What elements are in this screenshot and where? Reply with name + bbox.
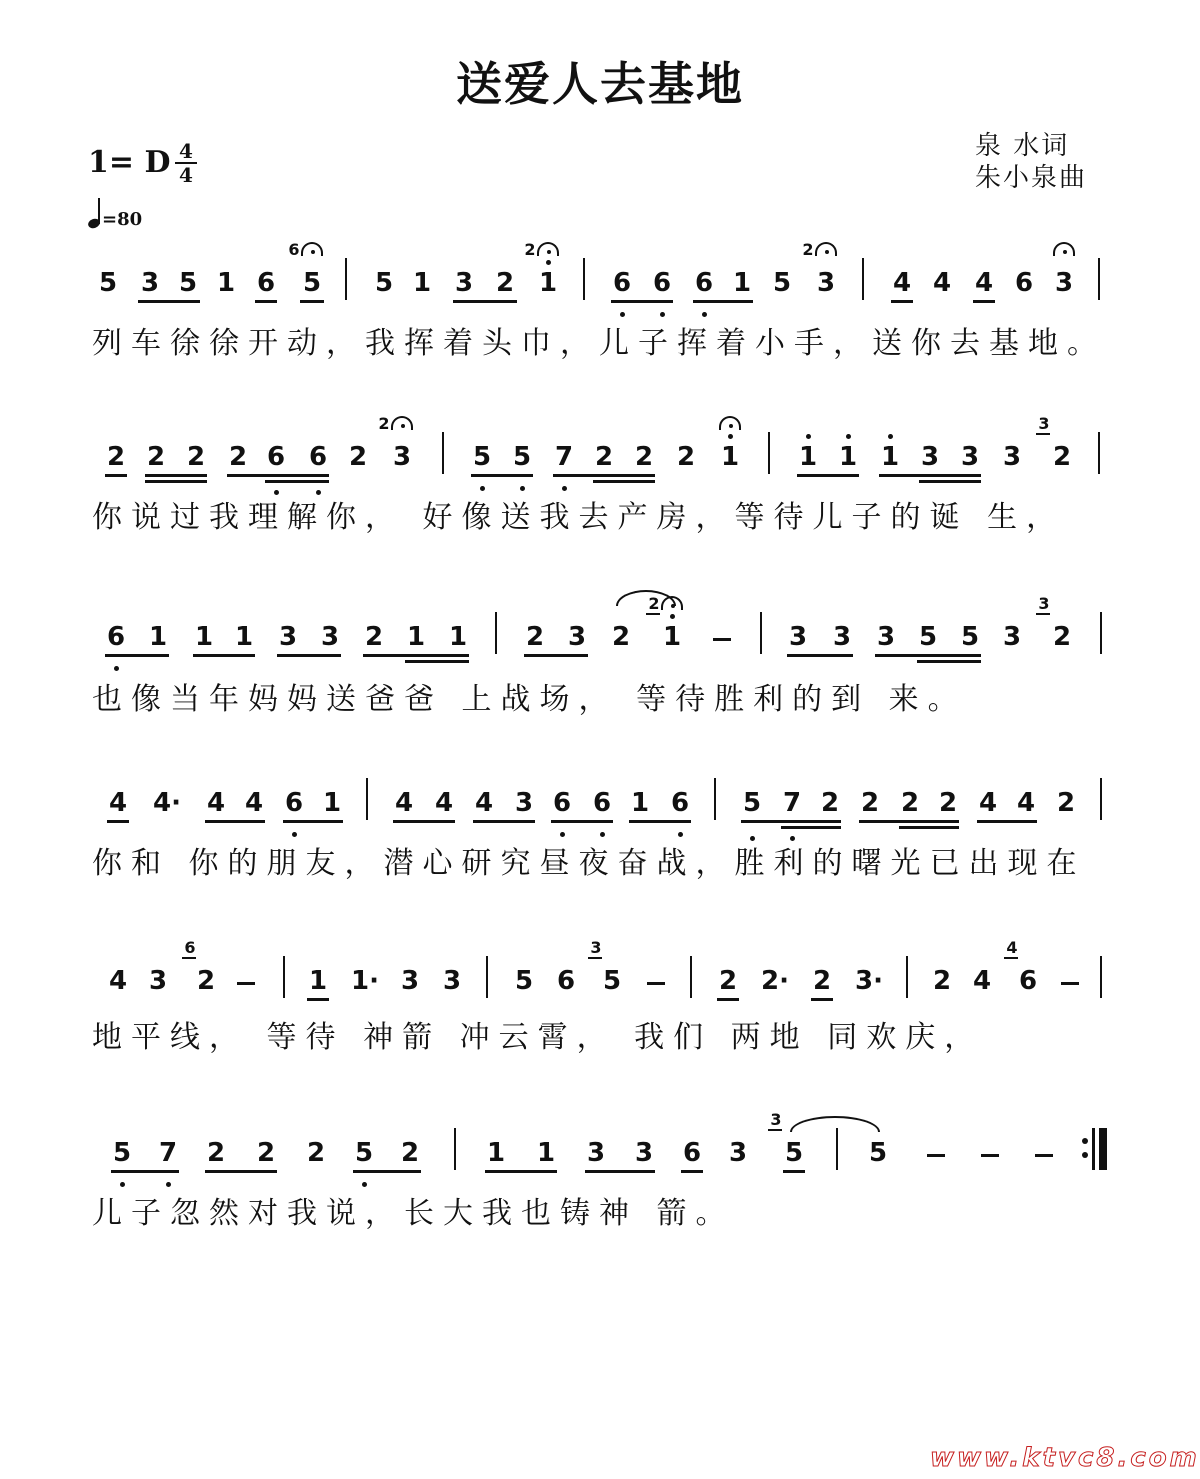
note: 4 — [932, 268, 952, 298]
note: 6 — [106, 622, 126, 652]
note: 3 — [392, 442, 412, 472]
note: 2 — [348, 442, 368, 472]
note: 3 — [320, 622, 340, 652]
note: 6 — [1014, 268, 1034, 298]
note: 3 — [140, 268, 160, 298]
note: 2 — [1052, 622, 1072, 652]
time-signature — [172, 141, 200, 185]
note: 6 — [556, 966, 576, 996]
note: 2 — [106, 442, 126, 472]
note: 3 — [586, 1138, 606, 1168]
note: 1 — [148, 622, 168, 652]
note: 2 — [186, 442, 206, 472]
song-title: 送爱人去基地 — [456, 57, 744, 111]
note: 7 — [782, 788, 802, 818]
note: 1 — [412, 268, 432, 298]
note: 1 — [538, 268, 558, 298]
grace-note: 6 — [184, 938, 196, 957]
lyricist-credit: 泉 水词 — [975, 131, 1070, 161]
note: 1 — [630, 788, 650, 818]
note: 4 — [978, 788, 998, 818]
note: 7 — [554, 442, 574, 472]
note: 3 — [920, 442, 940, 472]
note: 3 — [442, 966, 462, 996]
note: 3 — [876, 622, 896, 652]
note: 6 — [694, 268, 714, 298]
note: 6 — [612, 268, 632, 298]
note: 6 — [1018, 966, 1038, 996]
grace-note: 3 — [1038, 594, 1050, 613]
lyrics-line-6: 儿子忽然对我说，长大我也铸神 箭。 — [92, 1196, 735, 1231]
grace-note: 2 — [648, 594, 660, 613]
note: 1 — [406, 622, 426, 652]
note: 5 — [302, 268, 322, 298]
note: 2 — [525, 622, 545, 652]
note: 2 — [364, 622, 384, 652]
note: 2 — [306, 1138, 326, 1168]
note: 4 — [1016, 788, 1036, 818]
tempo-value: =80 — [102, 209, 143, 230]
note: 4 — [108, 966, 128, 996]
note: 2 — [146, 442, 166, 472]
note: 1 — [308, 966, 328, 996]
note: 3 — [454, 268, 474, 298]
note: 5 — [784, 1138, 804, 1168]
note: 3 — [816, 268, 836, 298]
note: 5 — [98, 268, 118, 298]
note: 1 — [662, 622, 682, 652]
note: 2 — [594, 442, 614, 472]
note: 2 — [196, 966, 216, 996]
note: 5 — [112, 1138, 132, 1168]
note: 2 — [206, 1138, 226, 1168]
note: 3 — [1002, 442, 1022, 472]
note: 5 — [918, 622, 938, 652]
note: 2· — [761, 966, 789, 996]
note: 1 — [838, 442, 858, 472]
grace-note: 3 — [1038, 414, 1050, 433]
grace-note: 3 — [770, 1110, 782, 1129]
note: 1 — [880, 442, 900, 472]
note: 6 — [284, 788, 304, 818]
note: 2 — [820, 788, 840, 818]
note: 2 — [228, 442, 248, 472]
note: 3 — [960, 442, 980, 472]
note: 3 — [1054, 268, 1074, 298]
lyrics-line-1: 列车徐徐开动，我挥着头巾，儿子挥着小手，送你去基地。 — [92, 326, 1106, 361]
note: 2 — [900, 788, 920, 818]
note: 6 — [256, 268, 276, 298]
note: 1 — [234, 622, 254, 652]
note: 4 — [434, 788, 454, 818]
grace-note: 2 — [378, 414, 390, 433]
note: 2 — [1052, 442, 1072, 472]
note: 5 — [602, 966, 622, 996]
note: 3 — [567, 622, 587, 652]
note: 3 — [514, 788, 534, 818]
time-signature-top: 4 — [179, 139, 193, 163]
note: 4 — [394, 788, 414, 818]
note: 5 — [868, 1138, 888, 1168]
repeat-end-barline — [1080, 1128, 1110, 1170]
note: 1 — [448, 622, 468, 652]
note: 1· — [351, 966, 379, 996]
note: 4 — [972, 966, 992, 996]
lyrics-line-3: 也像当年妈妈送爸爸 上战场， 等待胜利的到 来。 — [92, 682, 967, 717]
note: 2 — [256, 1138, 276, 1168]
note: 2 — [932, 966, 952, 996]
note: 4 — [474, 788, 494, 818]
note: 5 — [374, 268, 394, 298]
note: 3 — [634, 1138, 654, 1168]
note: 1 — [798, 442, 818, 472]
note: 1 — [322, 788, 342, 818]
note: 1 — [194, 622, 214, 652]
note: 4 — [244, 788, 264, 818]
note: 4· — [153, 788, 181, 818]
note: 2 — [860, 788, 880, 818]
note: 5 — [354, 1138, 374, 1168]
lyrics-line-4: 你和 你的朋友，潜心研究昼夜奋战，胜利的曙光已出现在 — [92, 846, 1086, 881]
composer-credit: 朱小泉曲 — [975, 163, 1088, 193]
lyrics-line-5: 地平线， 等待 神箭 冲云霄， 我们 两地 同欢庆， — [92, 1020, 984, 1055]
key-signature: 1= D — [88, 145, 171, 180]
note: 7 — [158, 1138, 178, 1168]
note: 6 — [670, 788, 690, 818]
note: 6 — [652, 268, 672, 298]
time-signature-bottom: 4 — [179, 163, 193, 187]
note: 2 — [400, 1138, 420, 1168]
note: 5 — [178, 268, 198, 298]
note: 1 — [720, 442, 740, 472]
note: 3· — [855, 966, 883, 996]
note: 5 — [742, 788, 762, 818]
note: 2 — [938, 788, 958, 818]
note: 6 — [308, 442, 328, 472]
grace-note: 4 — [1006, 938, 1018, 957]
note: 5 — [512, 442, 532, 472]
note: 5 — [472, 442, 492, 472]
note: 5 — [960, 622, 980, 652]
note: 3 — [278, 622, 298, 652]
credits — [975, 130, 1105, 194]
note: 4 — [108, 788, 128, 818]
watermark: www.ktvc8.com — [930, 1443, 1200, 1473]
note: 3 — [832, 622, 852, 652]
grace-note: 6 — [288, 240, 300, 259]
note: 6 — [552, 788, 572, 818]
note: 3 — [148, 966, 168, 996]
note: 2 — [634, 442, 654, 472]
note: 2 — [1056, 788, 1076, 818]
note: 1 — [486, 1138, 506, 1168]
note: 3 — [788, 622, 808, 652]
grace-note: 2 — [524, 240, 536, 259]
note: 6 — [266, 442, 286, 472]
note: 6 — [592, 788, 612, 818]
note: 4 — [974, 268, 994, 298]
note: 1 — [216, 268, 236, 298]
note: 1 — [536, 1138, 556, 1168]
grace-note: 2 — [802, 240, 814, 259]
note: 4 — [206, 788, 226, 818]
note: 2 — [812, 966, 832, 996]
note: 2 — [676, 442, 696, 472]
note: 3 — [400, 966, 420, 996]
note: 4 — [892, 268, 912, 298]
note: 1 — [732, 268, 752, 298]
note: 2 — [611, 622, 631, 652]
note: 5 — [514, 966, 534, 996]
note: 3 — [1002, 622, 1022, 652]
tempo-mark — [88, 200, 142, 230]
note: 6 — [682, 1138, 702, 1168]
grace-note: 3 — [590, 938, 602, 957]
note: 2 — [718, 966, 738, 996]
note: 5 — [772, 268, 792, 298]
note: 3 — [728, 1138, 748, 1168]
lyrics-line-2: 你说过我理解你， 好像送我去产房，等待儿子的诞 生， — [92, 500, 1066, 535]
note: 2 — [495, 268, 515, 298]
